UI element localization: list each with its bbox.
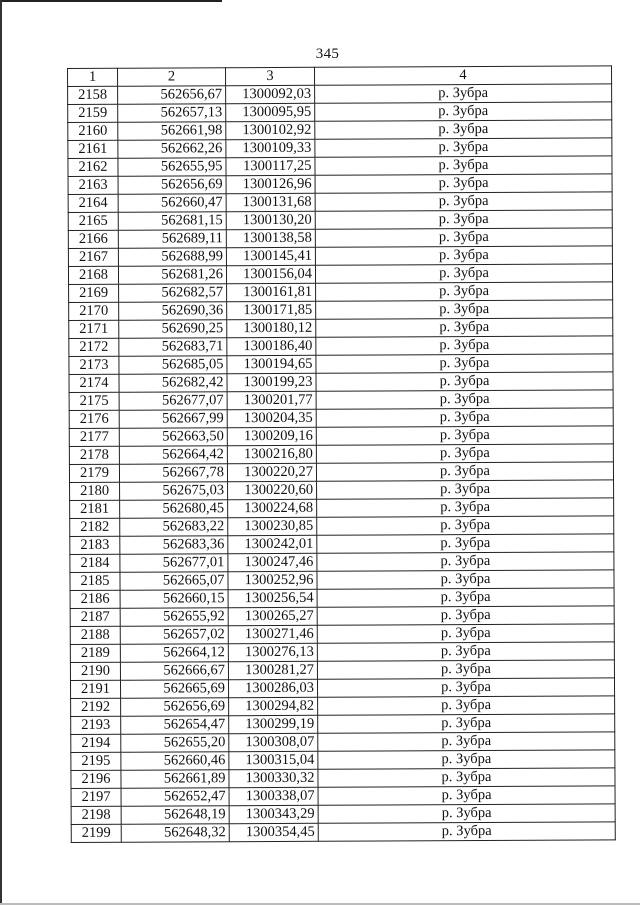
point-number-cell: 2192 — [71, 698, 121, 716]
y-coordinate-cell: 1300224,68 — [228, 499, 317, 517]
point-number-cell: 2166 — [68, 230, 118, 248]
y-coordinate-cell: 1300156,04 — [226, 265, 315, 283]
y-coordinate-cell: 1300247,46 — [228, 553, 317, 571]
y-coordinate-cell: 1300216,80 — [227, 445, 316, 463]
x-coordinate-cell: 562682,57 — [119, 284, 227, 303]
description-cell: р. Зубра — [318, 786, 615, 805]
description-cell: р. Зубра — [318, 732, 615, 751]
point-number-cell: 2185 — [70, 572, 120, 590]
table-body — [68, 84, 616, 843]
y-coordinate-cell: 1300256,54 — [228, 589, 317, 607]
y-coordinate-cell: 1300131,68 — [226, 193, 315, 211]
header-col-3: 3 — [226, 67, 315, 85]
y-coordinate-cell: 1300354,45 — [229, 823, 318, 841]
description-cell: р. Зубра — [318, 822, 615, 841]
point-number-cell: 2190 — [70, 662, 120, 680]
point-number-cell: 2195 — [71, 752, 121, 770]
description-cell: р. Зубра — [317, 480, 614, 499]
description-cell: р. Зубра — [317, 678, 614, 697]
description-cell: р. Зубра — [316, 282, 613, 301]
x-coordinate-cell: 562648,19 — [121, 806, 229, 825]
x-coordinate-cell: 562685,05 — [119, 356, 227, 375]
point-number-cell: 2199 — [71, 824, 121, 842]
x-coordinate-cell: 562690,36 — [119, 302, 227, 321]
x-coordinate-cell: 562652,47 — [121, 788, 229, 807]
description-cell: р. Зубра — [316, 426, 613, 445]
x-coordinate-cell: 562660,15 — [120, 590, 228, 609]
y-coordinate-cell: 1300343,29 — [229, 805, 318, 823]
point-number-cell: 2184 — [70, 554, 120, 572]
point-number-cell: 2174 — [69, 374, 119, 392]
y-coordinate-cell: 1300138,58 — [226, 229, 315, 247]
y-coordinate-cell: 1300109,33 — [226, 139, 315, 157]
header-col-1: 1 — [68, 68, 118, 86]
x-coordinate-cell: 562655,95 — [118, 158, 226, 177]
description-cell: р. Зубра — [315, 246, 612, 265]
x-coordinate-cell: 562661,98 — [118, 122, 226, 141]
description-cell: р. Зубра — [316, 300, 613, 319]
x-coordinate-cell: 562656,69 — [118, 176, 226, 195]
description-cell: р. Зубра — [318, 714, 615, 733]
point-number-cell: 2172 — [69, 338, 119, 356]
y-coordinate-cell: 1300252,96 — [228, 571, 317, 589]
x-coordinate-cell: 562682,42 — [119, 374, 227, 393]
x-coordinate-cell: 562667,99 — [119, 410, 227, 429]
y-coordinate-cell: 1300201,77 — [227, 391, 316, 409]
point-number-cell: 2163 — [68, 176, 118, 194]
x-coordinate-cell: 562677,07 — [119, 392, 227, 411]
point-number-cell: 2188 — [70, 626, 120, 644]
description-cell: р. Зубра — [315, 192, 612, 211]
description-cell: р. Зубра — [316, 444, 613, 463]
x-coordinate-cell: 562654,47 — [121, 716, 229, 735]
y-coordinate-cell: 1300281,27 — [228, 661, 317, 679]
description-cell: р. Зубра — [316, 336, 613, 355]
x-coordinate-cell: 562662,26 — [118, 140, 226, 159]
point-number-cell: 2161 — [68, 140, 118, 158]
y-coordinate-cell: 1300242,01 — [228, 535, 317, 553]
point-number-cell: 2196 — [71, 770, 121, 788]
description-cell: р. Зубра — [316, 408, 613, 427]
y-coordinate-cell: 1300230,85 — [228, 517, 317, 535]
point-number-cell: 2181 — [70, 500, 120, 518]
point-number-cell: 2193 — [71, 716, 121, 734]
description-cell: р. Зубра — [315, 264, 612, 283]
y-coordinate-cell: 1300220,27 — [227, 463, 316, 481]
x-coordinate-cell: 562665,69 — [120, 680, 228, 699]
y-coordinate-cell: 1300271,46 — [228, 625, 317, 643]
x-coordinate-cell: 562655,92 — [120, 608, 228, 627]
y-coordinate-cell: 1300299,19 — [229, 715, 318, 733]
point-number-cell: 2189 — [70, 644, 120, 662]
y-coordinate-cell: 1300092,03 — [226, 85, 315, 103]
description-cell: р. Зубра — [315, 84, 612, 103]
point-number-cell: 2175 — [69, 392, 119, 410]
y-coordinate-cell: 1300286,03 — [228, 679, 317, 697]
y-coordinate-cell: 1300338,07 — [229, 787, 318, 805]
point-number-cell: 2173 — [69, 356, 119, 374]
description-cell: р. Зубра — [315, 102, 612, 121]
y-coordinate-cell: 1300194,65 — [227, 355, 316, 373]
description-cell: р. Зубра — [317, 534, 614, 553]
description-cell: р. Зубра — [315, 210, 612, 229]
x-coordinate-cell: 562683,71 — [119, 338, 227, 357]
description-cell: р. Зубра — [316, 462, 613, 481]
x-coordinate-cell: 562656,69 — [121, 698, 229, 717]
description-cell: р. Зубра — [316, 318, 613, 337]
description-cell: р. Зубра — [315, 174, 612, 193]
description-cell: р. Зубра — [315, 138, 612, 157]
x-coordinate-cell: 562680,45 — [120, 500, 228, 519]
point-number-cell: 2164 — [68, 194, 118, 212]
point-number-cell: 2160 — [68, 122, 118, 140]
header-col-4: 4 — [314, 66, 611, 85]
y-coordinate-cell: 1300095,95 — [226, 103, 315, 121]
description-cell: р. Зубра — [316, 354, 613, 373]
y-coordinate-cell: 1300294,82 — [229, 697, 318, 715]
point-number-cell: 2183 — [70, 536, 120, 554]
y-coordinate-cell: 1300276,13 — [228, 643, 317, 661]
description-cell: р. Зубра — [318, 768, 615, 787]
point-number-cell: 2182 — [70, 518, 120, 536]
description-cell: р. Зубра — [317, 624, 614, 643]
description-cell: р. Зубра — [315, 228, 612, 247]
x-coordinate-cell: 562688,99 — [118, 248, 226, 267]
description-cell: р. Зубра — [317, 606, 614, 625]
y-coordinate-cell: 1300171,85 — [227, 301, 316, 319]
x-coordinate-cell: 562665,07 — [120, 572, 228, 591]
description-cell: р. Зубра — [317, 588, 614, 607]
description-cell: р. Зубра — [317, 516, 614, 535]
description-cell: р. Зубра — [317, 660, 614, 679]
point-number-cell: 2194 — [71, 734, 121, 752]
y-coordinate-cell: 1300265,27 — [228, 607, 317, 625]
x-coordinate-cell: 562660,47 — [118, 194, 226, 213]
x-coordinate-cell: 562681,26 — [118, 266, 226, 285]
description-cell: р. Зубра — [315, 156, 612, 175]
point-number-cell: 2170 — [69, 302, 119, 320]
y-coordinate-cell: 1300199,23 — [227, 373, 316, 391]
x-coordinate-cell: 562683,22 — [120, 518, 228, 537]
x-coordinate-cell: 562675,03 — [120, 482, 228, 501]
point-number-cell: 2177 — [69, 428, 119, 446]
description-cell: р. Зубра — [318, 696, 615, 715]
header-col-2: 2 — [118, 68, 226, 87]
description-cell: р. Зубра — [316, 390, 613, 409]
point-number-cell: 2178 — [69, 446, 119, 464]
x-coordinate-cell: 562689,11 — [118, 230, 226, 249]
coordinates-table — [67, 65, 616, 843]
y-coordinate-cell: 1300315,04 — [229, 751, 318, 769]
x-coordinate-cell: 562667,78 — [119, 464, 227, 483]
point-number-cell: 2162 — [68, 158, 118, 176]
y-coordinate-cell: 1300186,40 — [227, 337, 316, 355]
point-number-cell: 2165 — [68, 212, 118, 230]
x-coordinate-cell: 562657,13 — [118, 104, 226, 123]
x-coordinate-cell: 562681,15 — [118, 212, 226, 231]
table-row — [71, 822, 615, 843]
point-number-cell: 2158 — [68, 86, 118, 104]
description-cell: р. Зубра — [317, 642, 614, 661]
x-coordinate-cell: 562677,01 — [120, 554, 228, 573]
point-number-cell: 2186 — [70, 590, 120, 608]
y-coordinate-cell: 1300102,92 — [226, 121, 315, 139]
point-number-cell: 2187 — [70, 608, 120, 626]
page-number: 345 — [315, 46, 340, 62]
point-number-cell: 2167 — [68, 248, 118, 266]
x-coordinate-cell: 562660,46 — [121, 752, 229, 771]
y-coordinate-cell: 1300220,60 — [228, 481, 317, 499]
point-number-cell: 2171 — [69, 320, 119, 338]
x-coordinate-cell: 562664,12 — [120, 644, 228, 663]
y-coordinate-cell: 1300204,35 — [227, 409, 316, 427]
point-number-cell: 2197 — [71, 788, 121, 806]
x-coordinate-cell: 562656,67 — [118, 86, 226, 105]
description-cell: р. Зубра — [317, 498, 614, 517]
point-number-cell: 2159 — [68, 104, 118, 122]
y-coordinate-cell: 1300180,12 — [227, 319, 316, 337]
point-number-cell: 2180 — [70, 482, 120, 500]
y-coordinate-cell: 1300117,25 — [226, 157, 315, 175]
point-number-cell: 2198 — [71, 806, 121, 824]
point-number-cell: 2168 — [68, 266, 118, 284]
point-number-cell: 2176 — [69, 410, 119, 428]
scan-edge-left — [0, 0, 2, 905]
x-coordinate-cell: 562655,20 — [121, 734, 229, 753]
description-cell: р. Зубра — [316, 372, 613, 391]
x-coordinate-cell: 562661,89 — [121, 770, 229, 789]
y-coordinate-cell: 1300209,16 — [227, 427, 316, 445]
y-coordinate-cell: 1300126,96 — [226, 175, 315, 193]
x-coordinate-cell: 562657,02 — [120, 626, 228, 645]
x-coordinate-cell: 562664,42 — [119, 446, 227, 465]
x-coordinate-cell: 562663,50 — [119, 428, 227, 447]
point-number-cell: 2169 — [69, 284, 119, 302]
x-coordinate-cell: 562648,32 — [121, 824, 229, 843]
y-coordinate-cell: 1300145,41 — [226, 247, 315, 265]
description-cell: р. Зубра — [318, 804, 615, 823]
y-coordinate-cell: 1300330,32 — [229, 769, 318, 787]
point-number-cell: 2191 — [70, 680, 120, 698]
point-number-cell: 2179 — [69, 464, 119, 482]
y-coordinate-cell: 1300130,20 — [226, 211, 315, 229]
scan-edge-top — [0, 0, 222, 2]
y-coordinate-cell: 1300161,81 — [227, 283, 316, 301]
description-cell: р. Зубра — [317, 552, 614, 571]
x-coordinate-cell: 562683,36 — [120, 536, 228, 555]
x-coordinate-cell: 562666,67 — [120, 662, 228, 681]
x-coordinate-cell: 562690,25 — [119, 320, 227, 339]
y-coordinate-cell: 1300308,07 — [229, 733, 318, 751]
description-cell: р. Зубра — [317, 570, 614, 589]
description-cell: р. Зубра — [315, 120, 612, 139]
description-cell: р. Зубра — [318, 750, 615, 769]
